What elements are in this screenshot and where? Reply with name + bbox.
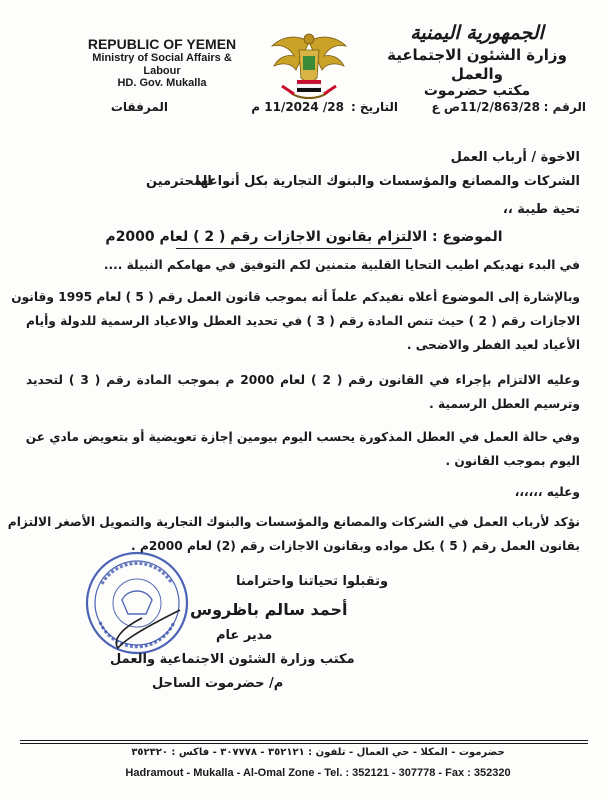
english-office: HD. Gov. Mukalla	[117, 77, 207, 90]
arabic-letterhead	[382, 22, 572, 101]
paragraph-2-line-2: وترسيم العطل الرسمية .	[429, 397, 580, 411]
reference-date-label: التاريخ :	[350, 100, 398, 114]
paragraph-1-line-1: وبالإشارة إلى الموضوع أعلاه نفيدكم علماً أنه بموجب قانون العمل رقم ( 5 ) لعام 1995 وقانون	[11, 290, 580, 304]
addressee-line: الاخوة / أرباب العمل	[450, 150, 580, 165]
english-country-title: REPUBLIC OF YEMEN	[87, 36, 237, 52]
english-ministry: Ministry of Social Affairs & Labour	[92, 52, 232, 77]
footer-english-address: Hadramout - Mukalla - Al-Omal Zone - Tel. : 352121 - 307778 - Fax : 352320	[125, 767, 511, 779]
greeting: تحية طيبة ،،	[502, 202, 580, 217]
arabic-office: مكتب حضرموت	[423, 83, 531, 100]
signatory-title: مدير عام	[216, 628, 273, 643]
closing-line: وتقبلوا تحياتنا واحترامنا	[236, 574, 389, 589]
signatory-name: أحمد سالم باظروس	[190, 600, 348, 619]
paragraph-2-line-1: وعليه الالتزام بإجراء في القانون رقم ( 2 ) لعام 2000 م بموجب المادة رقم ( 3 ) لتحديد	[26, 373, 580, 387]
english-letterhead	[82, 36, 242, 90]
paragraph-4-line-2: بقانون العمل رقم ( 5 ) بكل مواده وبقانون الاجازات رقم (2) لعام 2000م .	[131, 539, 580, 553]
arabic-country-title: الجمهورية اليمنية	[410, 22, 544, 44]
yemen-emblem-icon	[268, 28, 350, 106]
footer-arabic-address: حضرموت - المكلا - حي العمال - تلفون : ٣٥٢١٢١ - ٣٠٧٧٧٨ - فاكس : ٣٥٢٣٢٠	[131, 747, 505, 758]
paragraph-4-line-1: نؤكد لأرباب العمل في الشركات والمصانع والمؤسسات والبنوك التجارية والتمويل الأصغر الالتزام	[7, 515, 580, 529]
footer-divider-bottom	[20, 743, 588, 744]
thus-line: وعليه ،،،،،،	[514, 485, 580, 499]
intro-paragraph: في البدء نهديكم اطيب التحايا القلبية متمنين لكم التوفيق في مهامكم النبيلة ....	[103, 258, 580, 272]
reference-number-value: 11/2/863/28ص ع	[431, 100, 540, 114]
paragraph-3-line-1: وفي حالة العمل في العطل المذكورة يحسب اليوم بيومين إجازة تعويضية أو بتعويض مادي عن	[25, 430, 580, 444]
reference-number-label: الرقم :	[543, 100, 586, 114]
addressee-companies: الشركات والمصانع والمؤسسات والبنوك التجارية بكل أنواعها	[195, 174, 580, 189]
signatory-region: م/ حضرموت الساحل	[152, 676, 284, 691]
paragraph-1-line-3: الأعياد لعيد الفطر والاضحى .	[406, 338, 580, 352]
reference-date-value: 28/ 11/2024 م	[251, 100, 344, 114]
subject-line: الموضوع : الالتزام بقانون الاجازات رقم ( 2 ) لعام 2000م	[105, 229, 503, 245]
footer-divider-top	[20, 740, 588, 741]
addressee-honorific: المحترمين	[146, 174, 212, 189]
signatory-office: مكتب وزارة الشئون الاجتماعية والعمل	[110, 652, 355, 667]
attachments-label: المرفقات	[110, 100, 168, 114]
paragraph-3-line-2: اليوم بموجب القانون .	[445, 454, 580, 468]
reference-line	[78, 96, 586, 118]
paragraph-1-line-2: الاجازات رقم ( 2 ) حيث تنص المادة رقم ( 3 ) في تحديد العطل والاعياد الرسمية للدولة وأيام	[26, 314, 581, 328]
subject-underline	[176, 248, 412, 249]
official-stamp-icon	[82, 548, 192, 658]
arabic-ministry: وزارة الشئون الاجتماعية والعمل	[387, 45, 567, 83]
